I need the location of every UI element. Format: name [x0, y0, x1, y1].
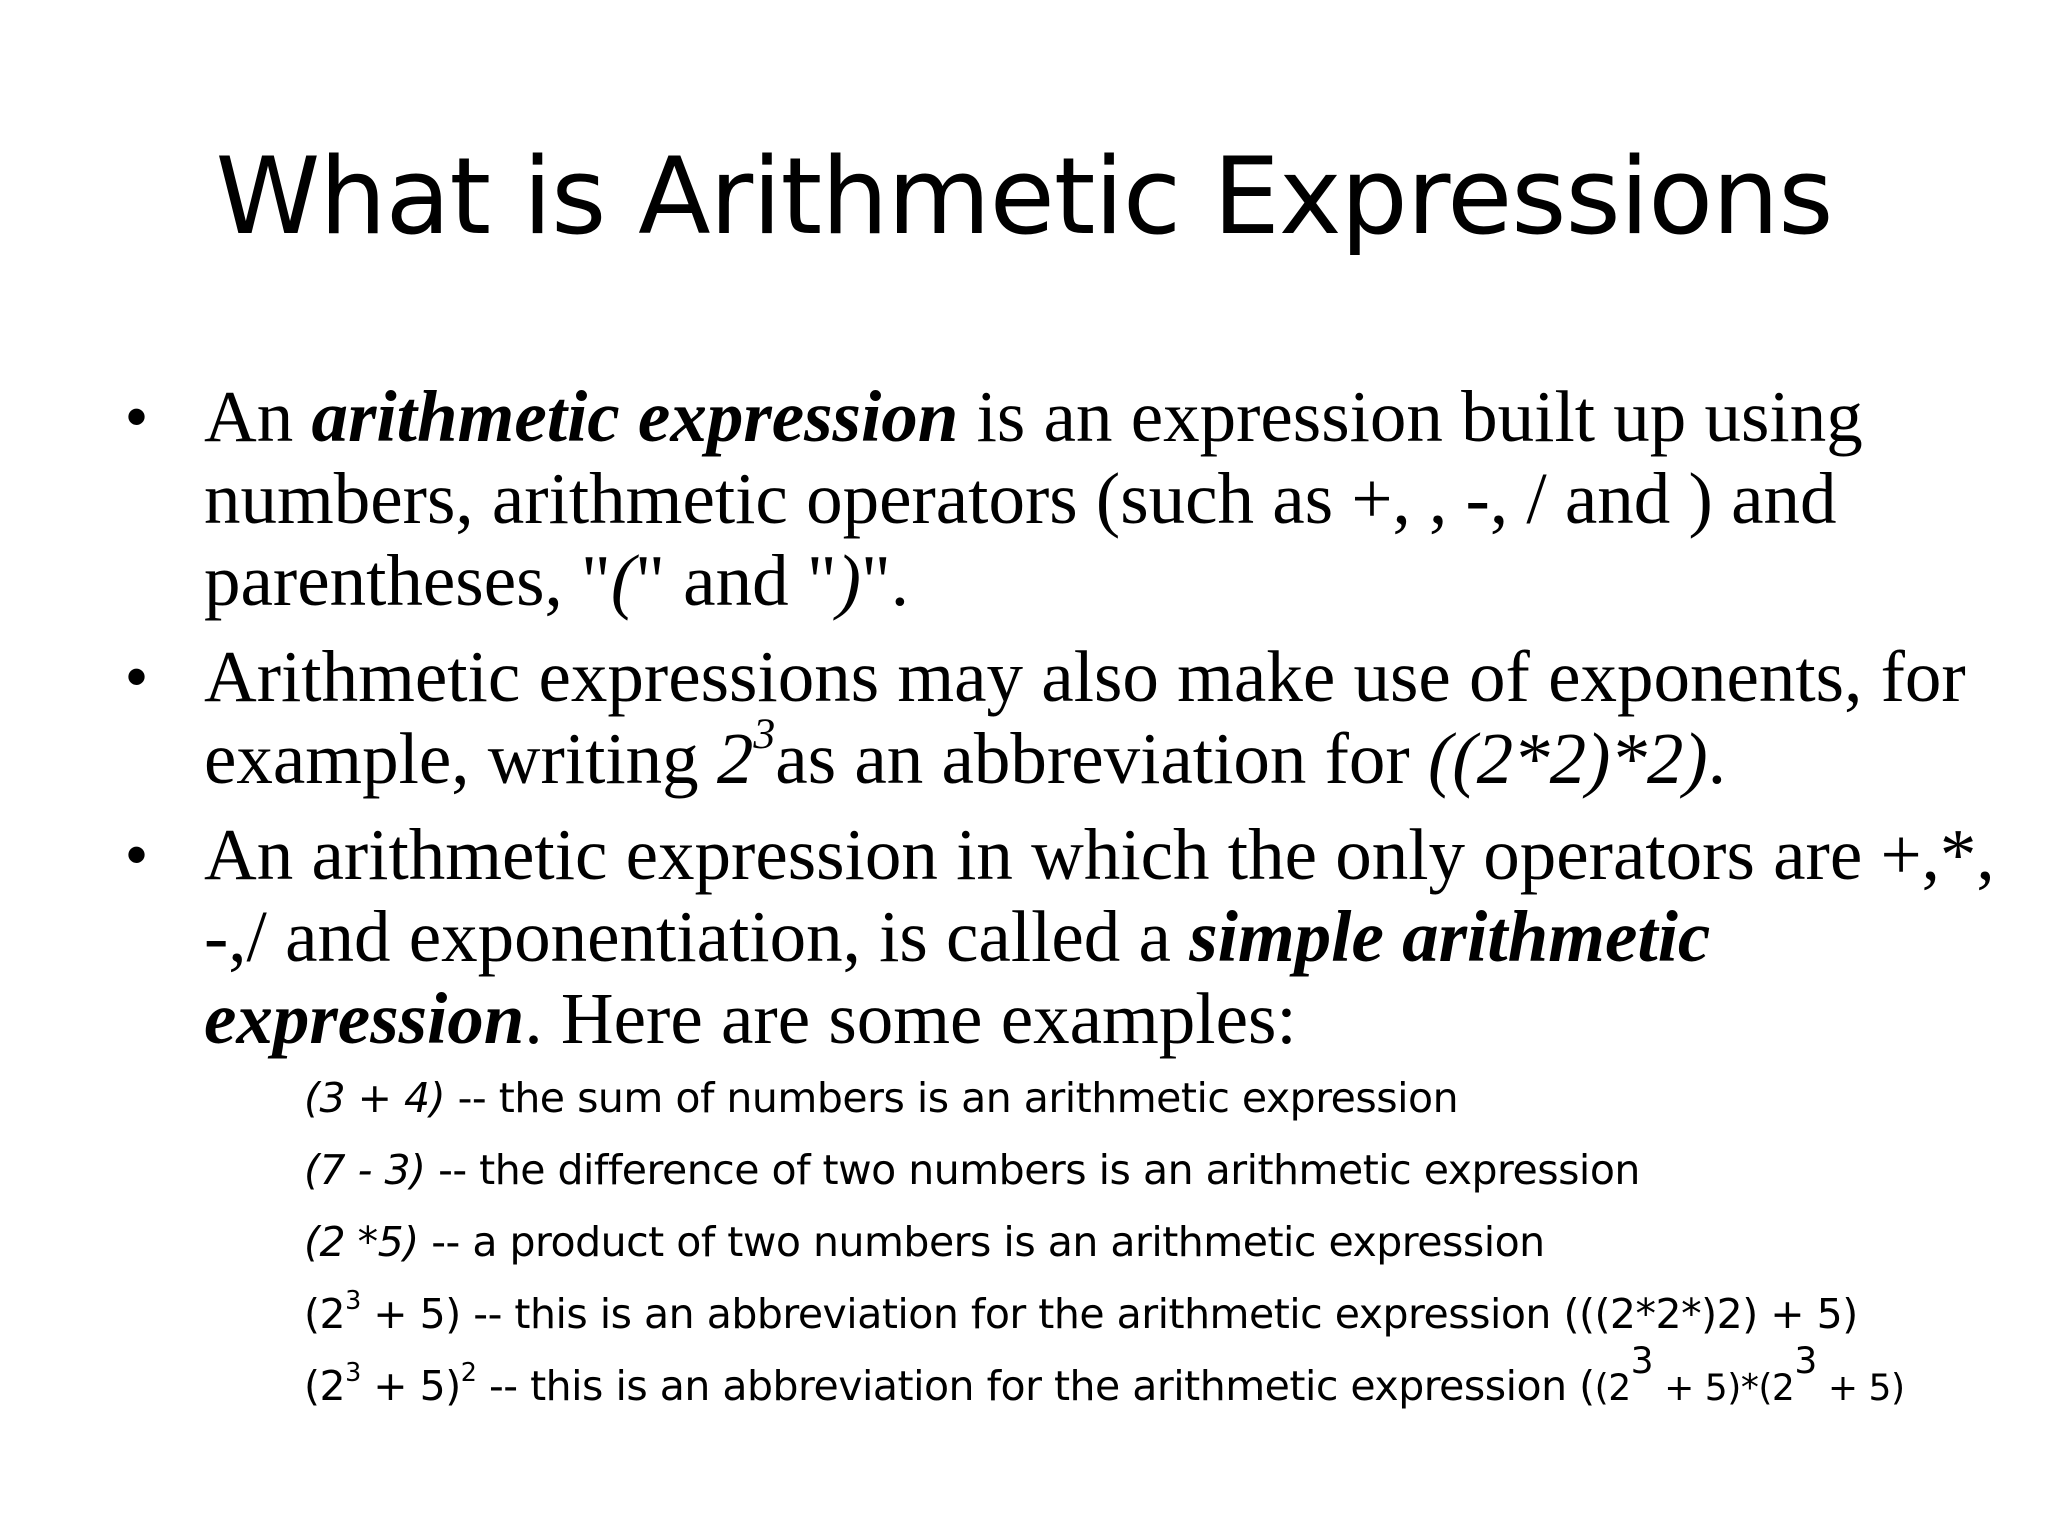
example-row: (7 - 3) -- the difference of two numbers is an arithmetic expression	[304, 1146, 1640, 1194]
bullet-item: • An arithmetic expression is an expression built up using numbers, arithmetic operators (such as +, , -, / and ) and parentheses, "(" and ")".	[126, 376, 1863, 621]
example-row: $(2^3 + 5)^2$ -- this is an abbreviation for the arithmetic expression ($(2^3 + 5)*(2^3 + 5)$	[304, 1339, 1905, 1410]
slide-title: What is Arithmetic Expressions	[215, 135, 1833, 258]
bullet-dot-icon: •	[126, 821, 148, 888]
bullet-item: • An arithmetic expression in which the only operators are +,*, -,/ and exponentiation, is called a simple arithmetic expression. Here are some examples:	[126, 814, 1995, 1059]
bullet-dot-icon: •	[126, 383, 148, 450]
term-arithmetic-expression: arithmetic expression	[311, 376, 959, 457]
bullet-list	[120, 376, 2030, 1074]
example-row: (2 *5) -- a product of two numbers is an arithmetic expression	[304, 1218, 1545, 1266]
bullet-dot-icon: •	[126, 643, 148, 710]
examples-list	[304, 1062, 2024, 1424]
example-row: $(2^3 + 5)$ -- this is an abbreviation for the arithmetic expression (((2*2*)2) + 5)	[304, 1284, 1858, 1338]
bullet-item: • Arithmetic expressions may also make use of exponents, for example, writing $2^3as$ an abbreviation for ((2*2)*2).	[126, 636, 1966, 799]
example-row: (3 + 4) -- the sum of numbers is an arithmetic expression	[304, 1074, 1459, 1122]
term-simple-arithmetic-expression: simple arithmetic expression	[204, 896, 1711, 1059]
